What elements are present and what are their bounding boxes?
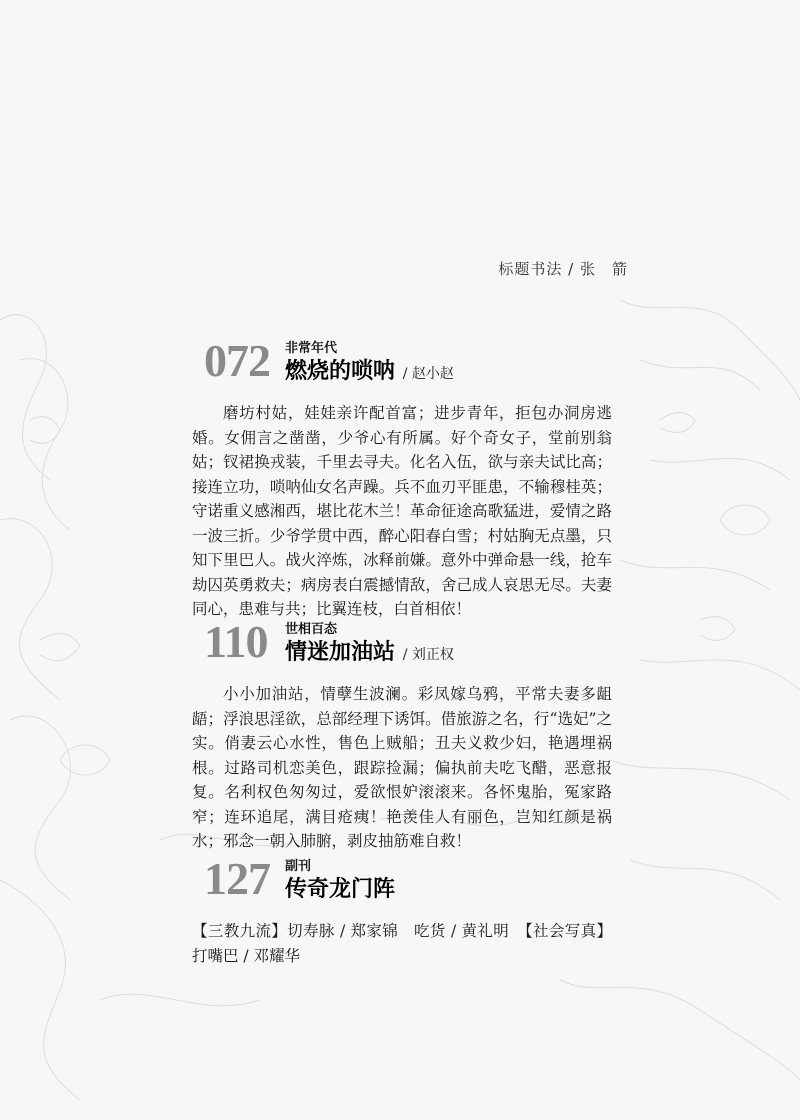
page-number: 072 [204, 335, 270, 386]
entry-header [192, 618, 612, 668]
contents-entry[interactable] [192, 337, 612, 622]
entry-title[interactable]: 传奇龙门阵 [285, 877, 396, 902]
entry-header [192, 337, 612, 387]
entry-title[interactable]: 情迷加油站 [285, 640, 396, 665]
page-number: 110 [204, 616, 268, 667]
entry-summary: 小小加油站，情孽生波澜。彩凤嫁乌鸦，平常夫妻多龃龉；浮浪思淫欲，总部经理下诱饵。借旅游之名，行“选妃”之实。俏妻云心水性，售色上贼船；丑夫义救少妇，艳遇埋祸根。过路司机恋美色，跟踪捡漏；偏执前夫吃飞醋，恶意报复。名利权色匆匆过，爱欲恨妒滚滚来。各怀鬼胎，冤家路窄；连环追尾，满目疮痍！艳羡佳人有丽色，岂知红颜是祸水；邪念一朝入肺腑，剥皮抽筋难自救！ [192, 685, 612, 850]
entry-title-line [285, 354, 454, 385]
entry-category: 副刊 [285, 859, 312, 874]
entry-author: / 刘正权 [402, 647, 454, 663]
entry-title-line [285, 635, 454, 666]
entry-author: / 赵小赵 [402, 366, 454, 382]
entry-category: 非常年代 [285, 341, 338, 356]
title-calligraphy-credit: 标题书法 / 张 箭 [498, 260, 628, 278]
entry-header [192, 855, 612, 905]
entry-summary: 磨坊村姑，娃娃亲许配首富；进步青年，拒包办洞房逃婚。女佣言之凿凿，少爷心有所属。好个奇女子，堂前别翁姑；钗裙换戎装，千里去寻夫。化名入伍，欲与亲夫试比高；接连立功，唢呐仙女名声躁。兵不血刃平匪患，不输穆桂英；守诺重义感湘西，堪比花木兰！革命征途高歌猛进，爱情之路一波三折。少爷学贯中西，醉心阳春白雪；村姑胸无点墨，只知下里巴人。战火淬炼，冰释前嫌。意外中弹命悬一线，抢车劫囚英勇救夫；病房表白震撼情敌，舍己成人哀思无尽。夫妻同心，患难与共；比翼连枝，白首相依！ [192, 404, 612, 618]
contents-entry[interactable] [192, 618, 612, 854]
entry-title[interactable]: 燃烧的唢呐 [285, 359, 396, 384]
entry-category: 世相百态 [285, 622, 338, 637]
entry-summary: 【三教九流】切寿脉 / 郑家锦 吃货 / 黄礼明 【社会写真】打嘴巴 / 邓耀华 [192, 922, 612, 965]
entry-title-line [285, 872, 395, 903]
page-number: 127 [204, 853, 270, 904]
contents-entry[interactable] [192, 855, 612, 968]
